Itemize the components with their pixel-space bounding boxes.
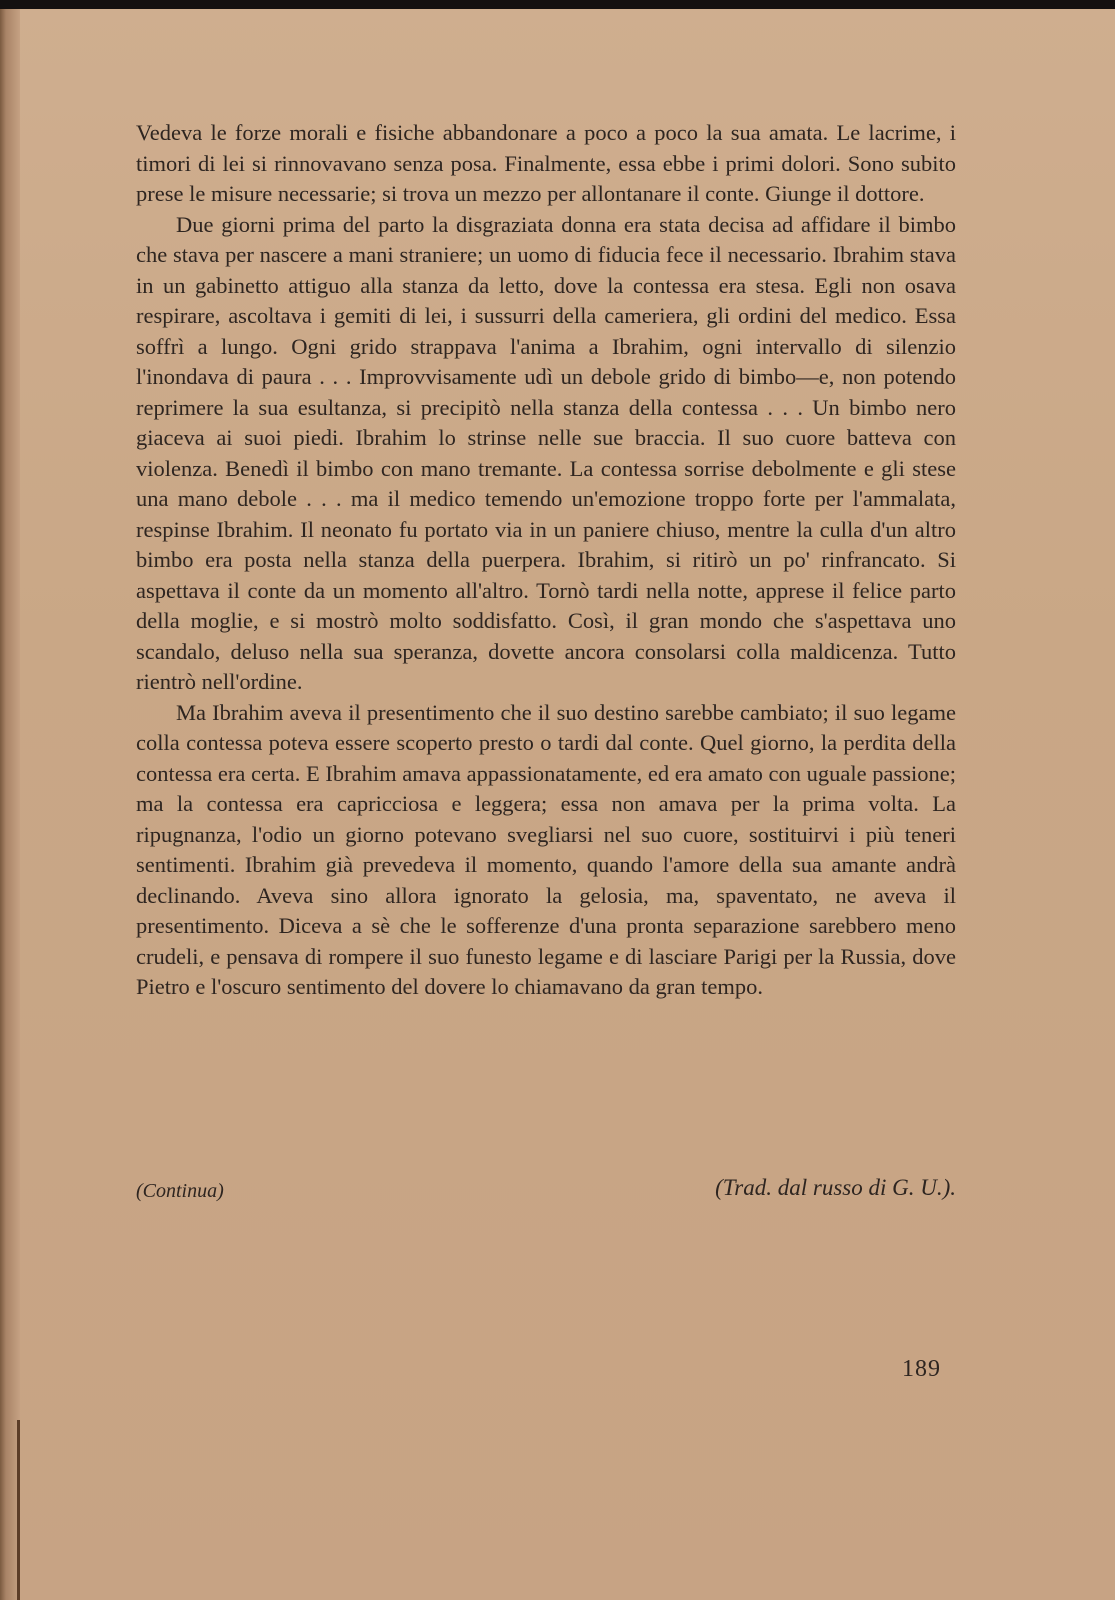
body-text bbox=[136, 118, 956, 1003]
translator-credit: (Trad. dal russo di G. U.). bbox=[715, 1175, 956, 1200]
article-footer bbox=[136, 1175, 956, 1209]
page-number: 189 bbox=[902, 1356, 941, 1382]
page-binding-edge bbox=[0, 9, 20, 1600]
paragraph-2: Due giorni prima del parto la disgraziata donna era stata decisa ad affidare il bimbo che stava per nascere a mani straniere; un uomo di fiducia fece il necessario. Ibrahim stava in un gabinetto attiguo alla stanza da letto, dove la contessa era stesa. Egli non osava respirare, ascoltava i gemiti di lei, i sussurri della cameriera, gli ordini del medico. Essa soffrì a lungo. Ogni grido strappava l'anima a Ibrahim, ogni intervallo di silenzio l'inondava di paura . . . Improvvisamente udì un debole grido di bimbo—e, non potendo reprimere la sua esultanza, si precipitò nella stanza della contessa . . . Un bimbo nero giaceva ai suoi piedi. Ibrahim lo strinse nelle sue braccia. Il suo cuore batteva con violenza. Benedì il bimbo con mano tremante. La contessa sorrise debolmente e gli stese una mano debole . . . ma il medico temendo un'emozione troppo forte per l'ammalata, respinse Ibrahim. Il neonato fu portato via in un paniere chiuso, mentre la culla d'un altro bimbo era posta nella stanza della puerpera. Ibrahim, si ritirò un po' rinfrancato. Si aspettava il conte da un momento all'altro. Tornò tardi nella notte, apprese il felice parto della moglie, e si mostrò molto soddisfatto. Così, il gran mondo che s'aspettava uno scandalo, deluso nella sua speranza, dovette ancora consolarsi colla maldicenza. Tutto rientrò nell'ordine. bbox=[136, 211, 956, 694]
scan-top-edge bbox=[0, 0, 1115, 9]
continued-note: (Continua) bbox=[136, 1180, 224, 1202]
paragraph-3: Ma Ibrahim aveva il presentimento che il suo destino sarebbe cambiato; il suo legame colla contessa poteva essere scoperto presto o tardi dal conte. Quel giorno, la perdita della contessa era certa. E Ibrahim amava appassionatamente, ed era amato con uguale passione; ma la contessa era capricciosa e leggera; essa non amava per la prima volta. La ripugnanza, l'odio un giorno potevano svegliarsi nel suo cuore, sostituirvi i più teneri sentimenti. Ibrahim già prevedeva il momento, quando l'amore della sua amante andrà declinando. Aveva sino allora ignorato la gelosia, ma, spaventato, ne aveva il presentimento. Diceva a sè che le sofferenze d'una pronta separazione sarebbero meno crudeli, e pensava di rompere il suo funesto legame e di lasciare Parigi per la Russia, dove Pietro e l'oscuro sentimento del dovere lo chiamavano da gran tempo. bbox=[136, 699, 956, 999]
binding-shadow-mark bbox=[17, 1420, 20, 1600]
paragraph-1: Vedeva le forze morali e fisiche abbandonare a poco a poco la sua amata. Le lacrime, i timori di lei si rinnovavano senza posa. Finalmente, essa ebbe i primi dolori. Sono subito prese le misure necessarie; si trova un mezzo per allontanare il conte. Giunge il dottore. bbox=[136, 120, 956, 206]
